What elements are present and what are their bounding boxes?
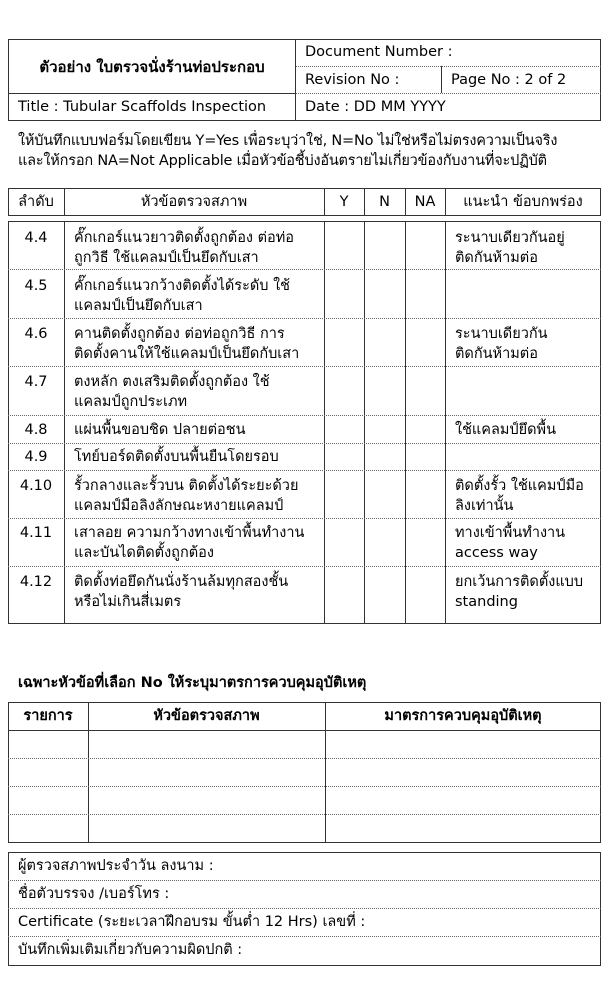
row-note-line1: ระนาบเดียวกัน [455,326,548,342]
row-note-line2: ติดกันห้ามต่อ [455,250,538,266]
title-label: Title : Tubular Scaffolds Inspection [18,99,267,115]
row-no: 4.6 [24,326,48,342]
row-note-line2: ลิงเท่านั้น [455,498,514,514]
row-item-line1: รั้วกลางและรั้วบน ติดตั้งได้ระยะด้วย [74,478,299,494]
inspector-signature-field[interactable]: ผู้ตรวจสภาพประจำวัน ลงนาม : [18,858,214,874]
control-col-header-item: หัวข้อตรวจสภาพ [153,708,260,724]
row-no: 4.10 [19,478,53,494]
row-no: 4.11 [19,525,53,541]
row-item-line1: คั๊กเกอร์แนวกว้างติดตั้งได้ระดับ ใช้ [74,278,291,294]
control-col-header-list: รายการ [23,708,73,724]
row-no: 4.12 [19,574,53,590]
header-divider [295,39,296,121]
document-number-label: Document Number : [305,44,453,60]
date-label: Date : DD MM YYYY [305,99,446,115]
row-item-line2: ถูกวิธี ใช้แคลมป์เป็นยึดกับเสา [74,250,259,266]
certificate-field[interactable]: Certificate (ระยะเวลาฝึกอบรม ขั้นต่ำ 12 Hrs) เลขที่ : [18,914,366,930]
control-section-title: เฉพาะหัวข้อที่เลือก No ให้ระบุมาตรการควบคุมอุบัติเหตุ [18,675,367,691]
row-note-line2: access way [455,545,538,561]
row-item-line2: แคลมป์ถูกประเภท [74,394,188,410]
col-header-note: แนะนำ ข้อบกพร่อง [463,194,583,210]
col-header-item: หัวข้อตรวจสภาพ [140,194,248,210]
row-item-line2: หรือไม่เกินสี่เมตร [74,594,182,610]
header-left-divider [8,93,296,94]
row-note-line2: ติดกันห้ามต่อ [455,346,538,362]
row-note-line2: standing [455,594,518,610]
row-item-line1: คานติดตั้งถูกต้อง ต่อท่อถูกวิธี การ [74,326,285,342]
instruction-line-1: ให้บันทึกแบบฟอร์มโดยเขียน Y=Yes เพื่อระบุว่าใช่, N=No ไม่ใช่หรือไม่ตรงความเป็นจริง [18,133,558,149]
control-row-input[interactable] [9,815,600,842]
revision-label: Revision No : [305,72,400,88]
row-note-line1: ระนาบเดียวกันอยู่ [455,230,565,246]
row-no: 4.4 [24,230,48,246]
row-note-line1: ยกเว้นการติดตั้งแบบ [455,574,584,590]
row-item-line2: และบันไดติดตั้งถูกต้อง [74,545,214,561]
control-row-input[interactable] [9,759,600,786]
control-col-header-measure: มาตรการควบคุมอุบัติเหตุ [384,708,542,724]
row-item-line1: โทย์บอร์ดติดตั้งบนพื้นยืนโดยรอบ [74,449,279,465]
col-header-y: Y [339,194,349,210]
row-no: 4.8 [24,422,48,438]
row-item-line2: แคลมป์มือลิงลักษณะหงายแคลมป์ [74,498,284,514]
contractor-phone-field[interactable]: ชื่อตัวบรรจง /เบอร์โทร : [18,886,170,902]
row-item-line2: ติดตั้งคานให้ใช้แคลมป์เป็นยึดกับเสา [74,346,300,362]
header-right-divider-2 [296,93,601,94]
row-item-line1: ติดตั้งท่อยึดกันนั่งร้านล้มทุกสองชั้น [74,574,289,590]
row-item-line1: ตงหลัก ตงเสริมติดตั้งถูกต้อง ใช้ [74,374,270,390]
col-header-no: ลำดับ [18,194,54,210]
form-title: ตัวอย่าง ใบตรวจนั่งร้านท่อประกอบ [39,58,265,76]
row-note-line1: ใช้แคลมป์ยึดพื้น [455,422,556,438]
col-header-n: N [379,194,390,210]
header-right-divider-1 [296,66,601,67]
row-no: 4.5 [24,278,48,294]
row-no: 4.9 [24,449,48,465]
col-header-na: NA [414,194,436,210]
row-item-line2: แคลมป์เป็นยึดกับเสา [74,298,203,314]
notes-field[interactable]: บันทึกเพิ่มเติมเกี่ยวกับความผิดปกติ : [18,942,243,958]
row-item-line1: แผ่นพื้นขอบชิด ปลายต่อชน [74,422,246,438]
instruction-line-2: และให้กรอก NA=Not Applicable เมื่อหัวข้อชี้บ่งอันตรายไม่เกี่ยวข้องกับงานที่จะปฏิบัติ [18,153,547,169]
header-page-divider [441,66,442,93]
row-note-line1: ทางเข้าพื้นทำงาน [455,525,566,541]
row-item-line1: เสาลอย ความกว้างทางเข้าพื้นทำงาน [74,525,305,541]
page-label: Page No : 2 of 2 [451,72,567,88]
control-row-input[interactable] [9,787,600,814]
row-no: 4.7 [24,374,48,390]
row-item-line1: คั๊กเกอร์แนวยาวติดตั้งถูกต้อง ต่อท่อ [74,230,294,246]
row-note-line1: ติดตั้งรั้ว ใช้แคมป์มือ [455,478,584,494]
control-row-input[interactable] [9,731,600,758]
